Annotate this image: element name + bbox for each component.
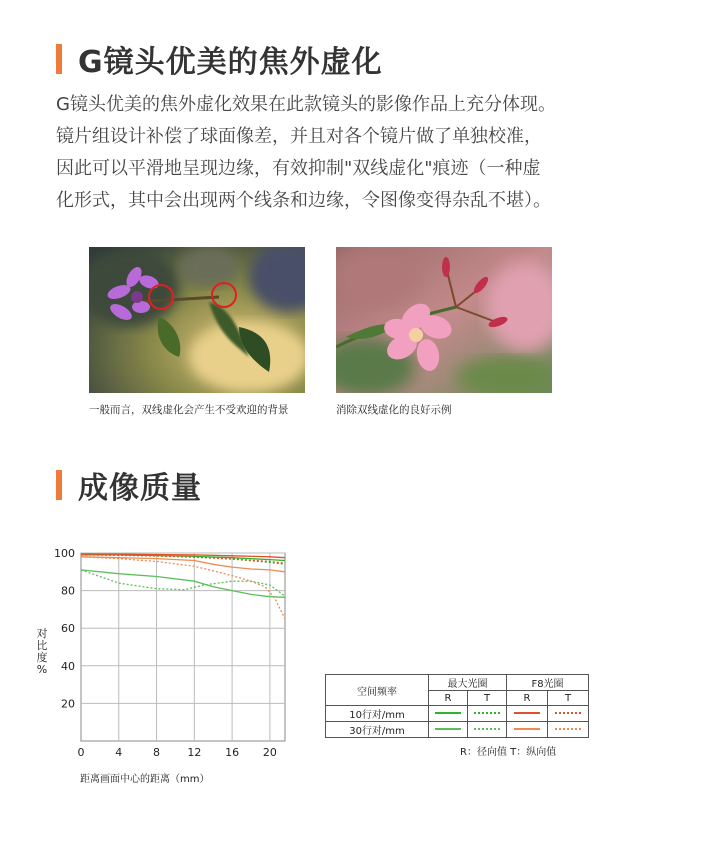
heading-accent-bar: [56, 470, 62, 500]
legend-header-max-aperture: 最大光圈: [429, 675, 507, 691]
caption-double-line-bokeh: 一般而言，双线虚化会产生不受欢迎的背景: [89, 404, 289, 416]
legend-swatch-max-30-t: [468, 722, 507, 738]
heading-accent-bar: [56, 44, 62, 74]
photo-double-line-bokeh: [89, 247, 305, 393]
x-tick-label: 4: [115, 746, 123, 759]
legend-row-30lp: 30行对/mm: [326, 722, 429, 738]
chart-ylabel: 对比度%: [36, 627, 48, 676]
x-tick-label: 20: [262, 746, 277, 759]
x-tick-label: 16: [225, 746, 240, 759]
chart-series: [81, 554, 285, 619]
legend-note-rt: R：径向值 T：纵向值: [460, 747, 557, 758]
legend-swatch-max-10-t: [468, 706, 507, 722]
chart-xlabel: 距离画面中心的距离（mm）: [80, 774, 210, 785]
photo-smooth-bokeh: [336, 247, 552, 393]
legend-header-r: R: [429, 691, 468, 706]
legend-row-10lp: 10行对/mm: [326, 706, 429, 722]
legend-swatch-f8-10-t: [548, 706, 589, 722]
legend-swatch-f8-10-r: [507, 706, 548, 722]
series-line: [81, 557, 285, 619]
legend-header-frequency: 空间频率: [326, 675, 429, 706]
y-tick-label: 80: [61, 584, 75, 598]
description-line: 因此可以平滑地呈现边缘，有效抑制"双线虚化"痕迹（一种虚: [56, 158, 541, 179]
y-tick-label: 40: [61, 659, 75, 673]
caption-smooth-bokeh: 消除双线虚化的良好示例: [336, 404, 452, 416]
description-line: 镜片组设计补偿了球面像差，并且对各个镜片做了单独校准，: [56, 126, 542, 147]
x-tick-label: 0: [77, 746, 85, 759]
legend-swatch-f8-30-t: [548, 722, 589, 738]
legend-swatch-f8-30-r: [507, 722, 548, 738]
description-line: G镜头优美的焦外虚化效果在此款镜头的影像作品上充分体现。: [56, 94, 556, 115]
description-line: 化形式，其中会出现两个线条和边缘，令图像变得杂乱不堪）。: [56, 190, 551, 211]
legend-header-r: R: [507, 691, 548, 706]
section-heading-bokeh: [56, 37, 383, 81]
mtf-legend-table: [325, 674, 589, 738]
legend-header-f8-aperture: F8光圈: [507, 675, 589, 691]
legend-header-t: T: [548, 691, 589, 706]
series-line: [81, 570, 285, 597]
legend-swatch-max-10-r: [429, 706, 468, 722]
x-tick-label: 12: [187, 746, 202, 759]
bokeh-description: [56, 89, 656, 217]
legend-swatch-max-30-r: [429, 722, 468, 738]
y-tick-label: 100: [54, 547, 75, 560]
section-heading-image-quality: [56, 463, 202, 507]
x-tick-label: 8: [153, 746, 161, 759]
y-tick-label: 20: [61, 697, 75, 711]
mtf-chart: [20, 540, 320, 800]
section-title-image-quality: 成像质量: [78, 471, 202, 506]
y-tick-label: 60: [61, 622, 75, 636]
section-title-bokeh: G镜头优美的焦外虚化: [78, 45, 383, 80]
legend-header-t: T: [468, 691, 507, 706]
